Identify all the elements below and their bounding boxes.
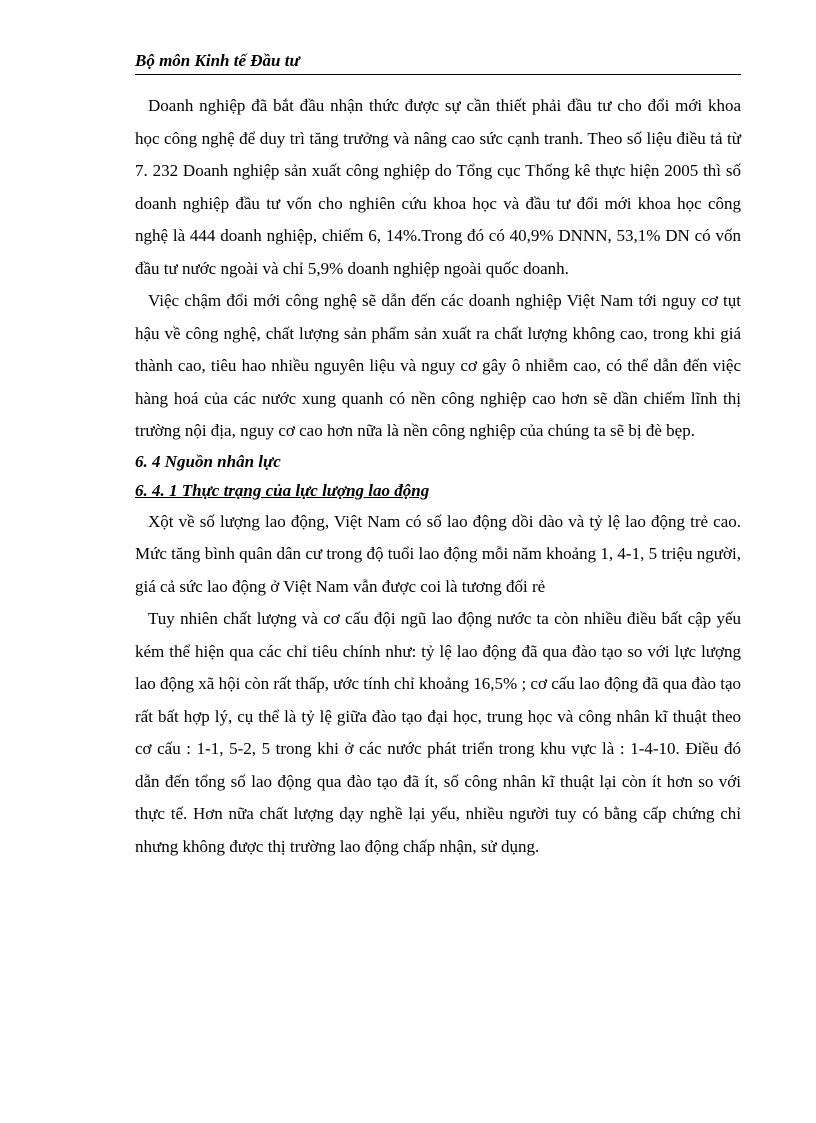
document-body — [135, 90, 741, 863]
page-header — [135, 50, 741, 75]
paragraph-technology-lag: Việc chậm đổi mới công nghệ sẽ dẫn đến các doanh nghiệp Việt Nam tới nguy cơ tụt hậu về công nghệ, chất lượng sản phẩm sản xuất ra chất lượng không cao, trong khi giá thành cao, tiêu hao nhiều nguyên liệu và nguy cơ gây ô nhiễm cao, có thể dẫn đến việc hàng hoá của các nước xung quanh có nền công nghiệp cao hơn sẽ dần chiếm lĩnh thị trường nội địa, nguy cơ cao hơn nữa là nền công nghiệp của chúng ta sẽ bị đè bẹp. — [135, 291, 741, 440]
paragraph-investment-innovation: Doanh nghiệp đã bắt đầu nhận thức được sự cần thiết phải đầu tư cho đổi mới khoa học công nghệ để duy trì tăng trưởng và nâng cao sức cạnh tranh. Theo số liệu điều tả từ 7. 232 Doanh nghiệp sản xuất công nghiệp do Tổng cục Thống kê thực hiện 2005 thì số doanh nghiệp đầu tư vốn cho nghiên cứu khoa học và đầu tư đổi mới khoa học công nghệ là 444 doanh nghiệp, chiếm 6, 14%.Trong đó có 40,9% DNNN, 53,1% DN có vốn đầu tư nước ngoài và chỉ 5,9% doanh nghiệp ngoài quốc doanh. — [135, 96, 741, 278]
paragraph-labor-quantity: Xột về số lượng lao động, Việt Nam có số lao động dồi dào và tỷ lệ lao động trẻ cao. Mức tăng bình quân dân cư trong độ tuổi lao động mỗi năm khoảng 1, 4-1, 5 triệu người, giá cả sức lao động ở Việt Nam vẫn được coi là tương đối rẻ — [135, 511, 741, 596]
section-heading-human-resources: 6. 4 Nguồn nhân lực — [135, 451, 281, 471]
subsection-heading-labor-status: 6. 4. 1 Thực trạng của lực lượng lao động — [135, 480, 430, 500]
paragraph-labor-quality: Tuy nhiên chất lượng và cơ cấu đội ngũ lao động nước ta còn nhiều điều bất cập yếu kém thể hiện qua các chỉ tiêu chính như: tỷ lệ lao động đã qua đào tạo so với lực lượng lao động xã hội còn rất thấp, ước tính chỉ khoảng 16,5% ; cơ cấu lao động đã qua đào tạo rất bất hợp lý, cụ thể là tỷ lệ giữa đào tạo đại học, trung học và công nhân kĩ thuật theo cơ cấu : 1-1, 5-2, 5 trong khi ở các nước phát triển trong khu vực là : 1-4-10. Điều đó dẫn đến tổng số lao động qua đào tạo đã ít, số công nhân kĩ thuật lại còn ít hơn so với thực tế. Hơn nữa chất lượng dạy nghề lại yếu, nhiều người tuy có bằng cấp chứng chỉ nhưng không được thị trường lao động chấp nhận, sử dụng. — [135, 609, 741, 856]
department-title: Bộ môn Kinh tế Đầu tư — [135, 51, 300, 70]
